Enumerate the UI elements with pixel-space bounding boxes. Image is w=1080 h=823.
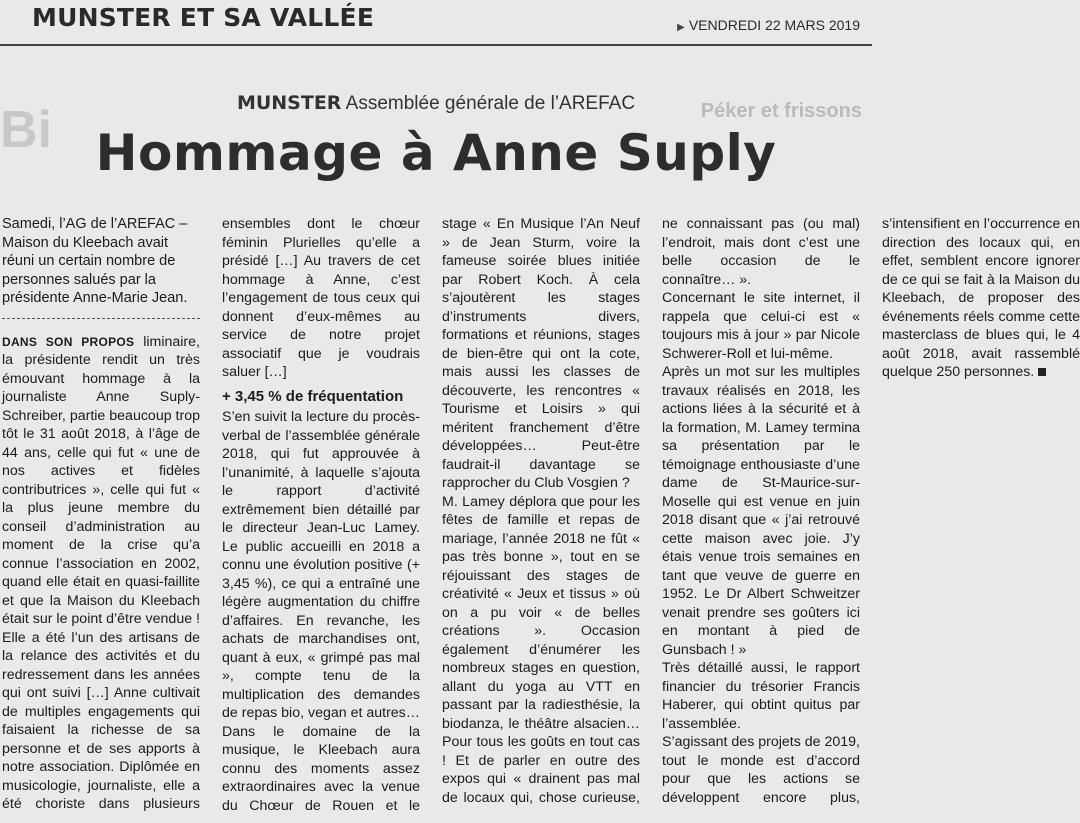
paragraph-2: S’en suivit la lecture du procès-verbal de l’assemblée générale 2018, qui fut approuvée à l’unanimité, à laquelle s’ajouta le rapport d’activité extrêmement bien détaillé par le directeur Jean-Luc Lamey. Le public accueilli en 2018 a connu une évolution positive (+ 3,45 %), ce qui a entraîné une légère augmentation du chiffre d’affaires. En revanche, les achats de marchandises ont, quant à eux, « grimpé pas mal », compte tenu de la multiplication des demandes de repas bio, vegan et autres… [222,409,420,721]
article-body-column [2,215,1080,815]
paragraph-1-text: liminaire, la présidente rendit un très émouvant hommage à la journaliste Anne Suply-Schreiber, partie beaucoup trop tôt le 31 août 2018, à l’âge de 44 ans, celle qui fut « une de nos actives et fidèles contributrices », celle qui fut « la plus jeune membre du conseil d’administration au moment de la crise qu’a connue l’association en 2002, quand elle était en quasi-faillite et que la Maison du Kleebach était sur le point d’être vendue ! Elle a été l’un des artisans de la relance des activités et du redressement dans les années qui ont suivi […] Anne cultivait de multiples engagements qui faisaient la richesse de sa personne et de ses apports à notre association. Diplômée en musicologie, journaliste, elle a été choriste dans plusieurs ensembles dont le chœur féminin Plurielles qu’elle a présidé […] Au travers de cet hommage à Anne, c’est l’engagement de tous ceux qui donnent d’eux-mêmes au service de notre projet associatif que je voudrais saluer […] [2,216,420,812]
header-rule [0,44,872,46]
kicker-place: MUNSTER [236,92,342,114]
paragraph-5: Concernant le site internet, il rappela que celui-ci est « toujours mis à jour » par Nicole Schwerer-Roll et lui-même. [662,290,860,362]
article-subhead: + 3,45 % de fréquentation [222,387,404,405]
end-of-article-mark [1038,368,1046,376]
paragraph-8-text: S’agissant des projets de 2019, tout le monde est d’accord pour que les actions se développent encore plus, s’intensifient en l’occurrence en direction des locaux qui, en effet, semblent encore ignorer de ce qui se fait à la Maison du Kleebach, de proposer des événements réels comme cette masterclass de blues qui, le 4 août 2018, avait rassemblé quelque 250 personnes. [662,216,1080,806]
bleed-through-text-left: Bi [0,101,52,159]
bleed-through-text-right: Péker et frissons [700,100,862,122]
lead-caps: DANS SON PROPOS [2,334,135,349]
kicker-text: Assemblée générale de l’AREFAC [341,93,636,114]
paragraph-6: Après un mot sur les multiples travaux réalisés en 2018, les actions liées à la sécurité et à la formation, M. Lamey termina sa présentation par le témoignage enthousiaste d’une dame de St-Maurice-sur-Moselle qui est venue en juin 2018 disant que « j’ai retrouvé cette maison avec joie. J’y étais venue trois semaines en tant que veuve de guerre en 1952. Le Dr Albert Schweitzer venait prendre ses goûters ici en montant à pied de Gunsbach ! » [662,364,860,658]
paragraph-7: Très détaillé aussi, le rapport financier du trésorier Francis Haberer, qui obtint quitus par l’assemblée. [662,660,860,732]
paragraph-4: M. Lamey déplora que pour les fêtes de famille et repas de mariage, l’année 2018 ne fût « pas très bonne », tout en se réjouissant des stages de créativité « Jeux et tissus » où on a pu voir « de belles créations ». Occasion également d’énumérer les nombreux stages en question, allant du yoga au VTT en passant par la radiesthésie, la biodanza, le théâtre alsacien… Pour tous les goûts en tout cas ! Et de parler en outre des expos qui « drainent pas mal de locaux qui, chose curieuse, ne connaissant pas (ou mal) l’endroit, mais dont c’est une belle occasion de le connaître… ». [442,216,860,806]
article-chapo: Samedi, l’AG de l’AREFAC – Maison du Kleebach avait réuni un certain nombre de personnes salués par la présidente Anne-Marie Jean. [2,215,200,319]
paragraph-3: Dans le domaine de la musique, le Kleebach aura connu des moments assez extraordinaires avec la venue du Chœur de Rouen et le stage « En Musique l’An Neuf » de Jean Sturm, voire la fameuse soirée blues initiée par Robert Koch. À cela s’ajoutèrent les stages d’instruments divers, formations et réunions, stages de bien-être qui ont la cote, mais aussi les classes de découverte, les rencontres « Tourisme et Loisirs » qui méritent franchement d’être développées… Peut-être faudrait-il davantage se rapprocher du Club Vosgien ? [222,216,640,814]
issue-date: ▶ VENDREDI 22 MARS 2019 [677,17,860,33]
article-headline: Hommage à Anne Suply [95,124,777,182]
section-rubric: MUNSTER ET SA VALLÉE [32,3,375,32]
article-kicker [0,92,872,115]
